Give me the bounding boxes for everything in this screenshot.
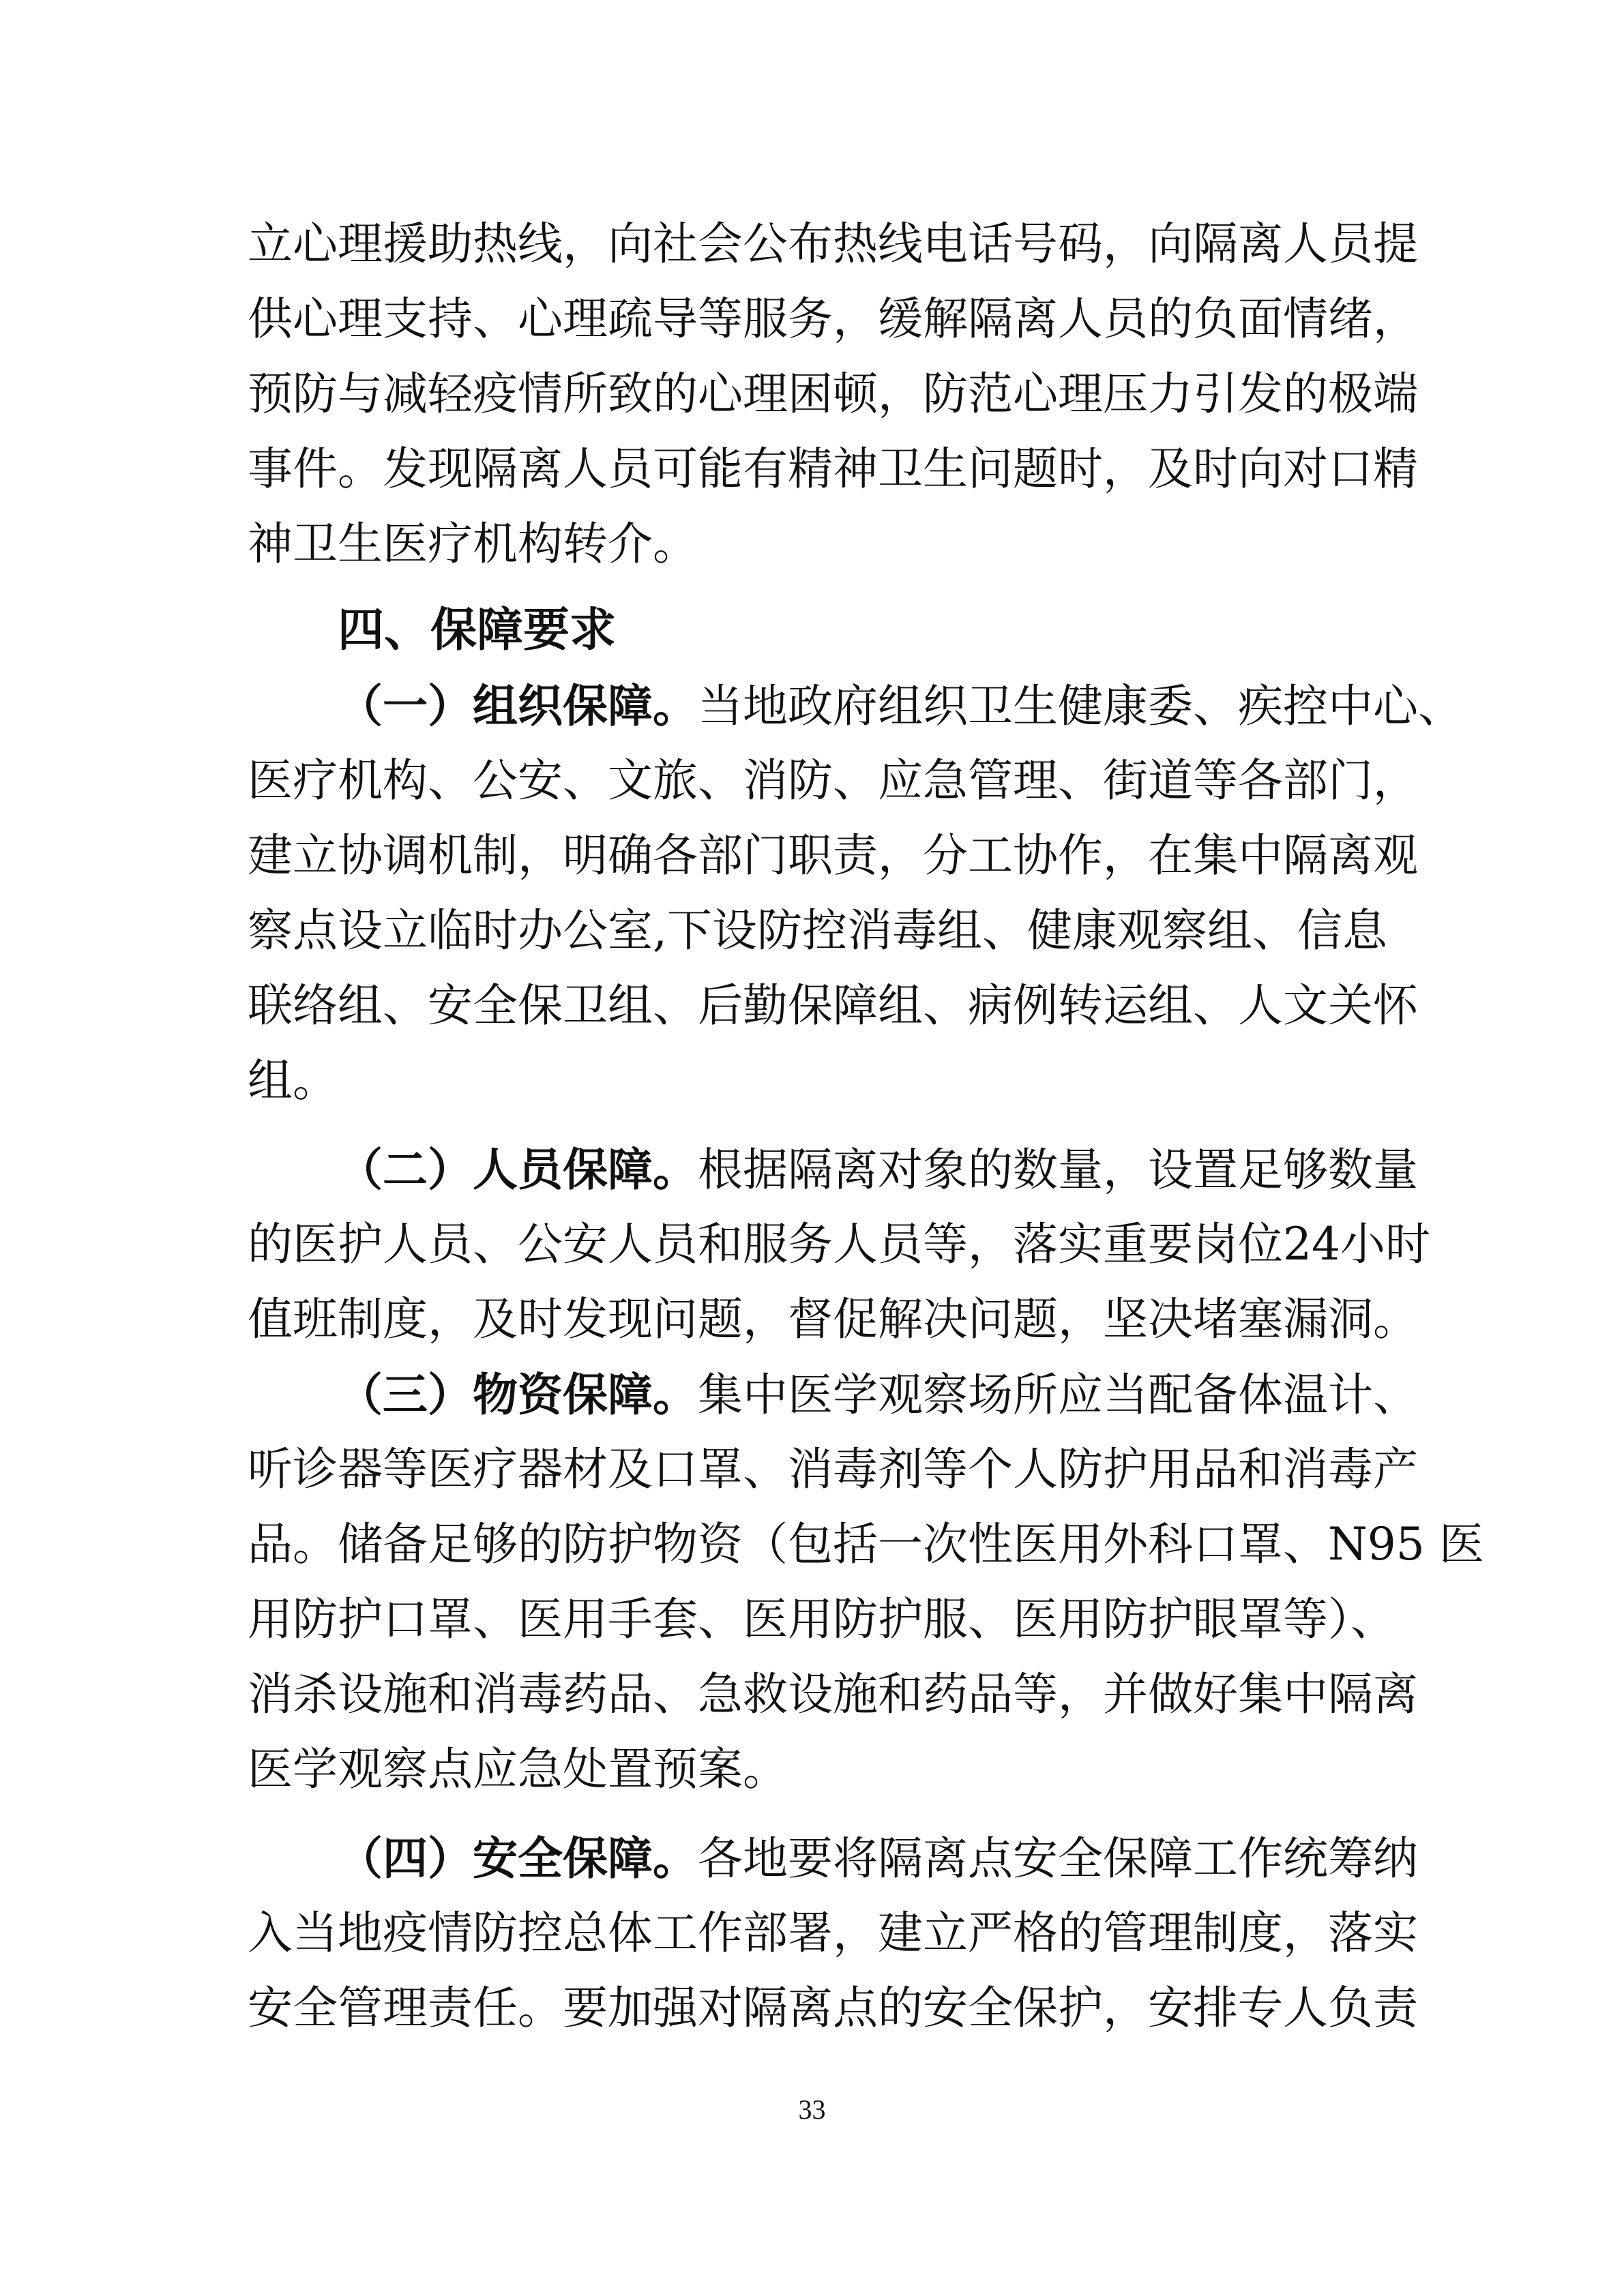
paragraph-first-line [338,1828,1418,1889]
paragraph-lead: （二）人员保障。 [338,1143,698,1196]
paragraph-text: 集中医学观察场所应当配备体温计、 [698,1369,1418,1421]
paragraph-lead: （一）组织保障。 [338,679,698,732]
body-line: 品。储备足够的防护物资（包括一次性医用外科口罩、N95 医 [248,1518,1484,1570]
paragraph-first-line [338,675,1463,736]
paragraph-lead: （四）安全保障。 [338,1832,698,1885]
body-line: 消杀设施和消毒药品、急救设施和药品等，并做好集中隔离 [248,1668,1418,1720]
body-line: 用防护口罩、医用手套、医用防护服、医用防护眼罩等）、 [248,1593,1396,1645]
paragraph-lead: （三）物资保障。 [338,1368,698,1421]
body-line: 医疗机构、公安、文旅、消防、应急管理、街道等各部门， [248,754,1418,807]
body-line: 值班制度，及时发现问题，督促解决问题，坚决堵塞漏洞。 [248,1293,1418,1345]
paragraph-text: 当地政府组织卫生健康委、疾控中心、 [698,680,1463,732]
paragraph-first-line [338,1364,1418,1425]
body-line: 预防与减轻疫情所致的心理困顿，防范心理压力引发的极端 [248,368,1418,420]
body-line: 的医护人员、公安人员和服务人员等，落实重要岗位24小时 [248,1218,1430,1270]
body-line: 组。 [248,1054,338,1107]
body-line: 立心理援助热线，向社会公布热线电话号码，向隔离人员提 [248,218,1418,270]
body-line: 事件。发现隔离人员可能有精神卫生问题时，及时向对口精 [248,443,1418,495]
body-line: 建立协调机制，明确各部门职责，分工协作，在集中隔离观 [248,829,1418,882]
body-line: 察点设立临时办公室,下设防控消毒组、健康观察组、信息 [248,904,1387,957]
paragraph-text: 各地要将隔离点安全保障工作统筹纳 [698,1832,1418,1885]
body-line: 神卫生医疗机构转介。 [248,518,698,570]
body-line: 医学观察点应急处置预案。 [248,1743,788,1795]
body-line: 安全管理责任。要加强对隔离点的安全保护，安排专人负责 [248,1982,1418,2034]
paragraph-text: 根据隔离对象的数量，设置足够数量 [698,1144,1418,1196]
body-line: 供心理支持、心理疏导等服务，缓解隔离人员的负面情绪， [248,293,1418,345]
body-line: 听诊器等医疗器材及口罩、消毒剂等个人防护用品和消毒产 [248,1443,1418,1495]
section-heading: 四、保障要求 [338,603,617,657]
body-line: 入当地疫情防控总体工作部署，建立严格的管理制度，落实 [248,1907,1418,1959]
body-line: 联络组、安全保卫组、后勤保障组、病例转运组、人文关怀 [248,979,1418,1032]
paragraph-first-line [338,1139,1418,1200]
page-number: 33 [798,2094,826,2125]
